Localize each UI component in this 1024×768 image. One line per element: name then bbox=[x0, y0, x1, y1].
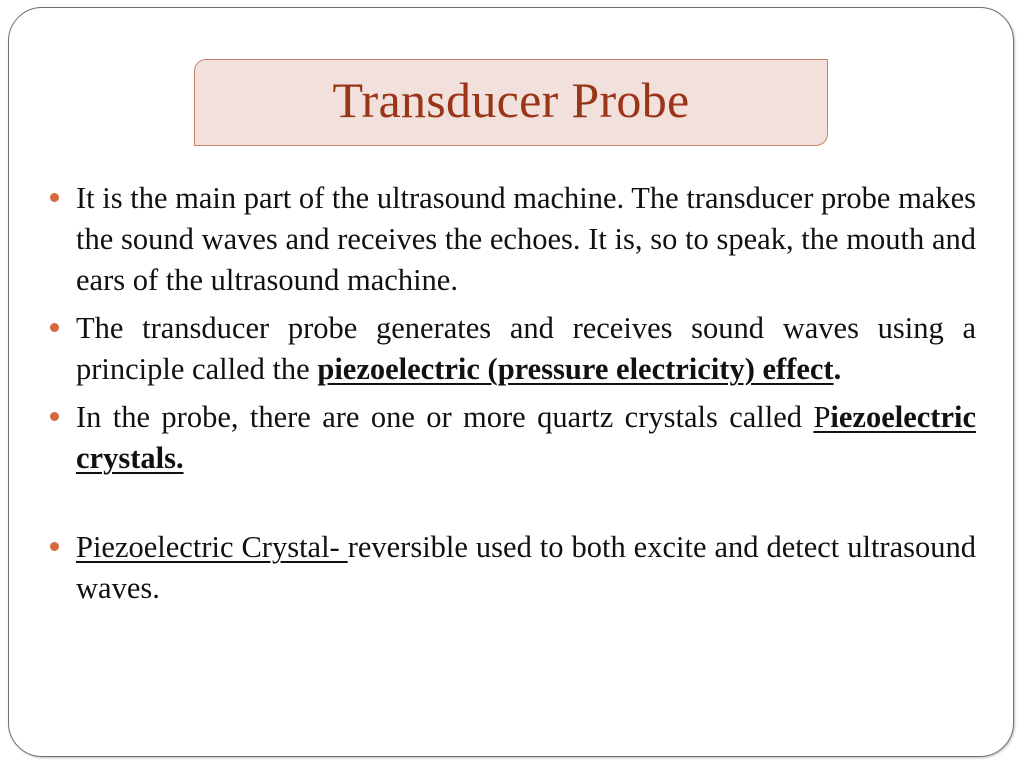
bullet-list bbox=[50, 178, 976, 616]
bullet-dot-icon bbox=[50, 323, 59, 332]
bullet-emphasis: piezoelectric (pressure electricity) effect bbox=[317, 352, 834, 386]
title-box bbox=[194, 59, 828, 146]
bullet-dot-icon bbox=[50, 412, 59, 421]
bullet-term: Piezoelectric Crystal- bbox=[76, 530, 348, 564]
bullet-dot-icon bbox=[50, 193, 59, 202]
bullet-text: reversible used to both excite and detect ultrasound waves. bbox=[76, 530, 976, 605]
bullet-item-piezoelectric-effect bbox=[50, 308, 976, 390]
bullet-item-main-part bbox=[50, 178, 976, 301]
bullet-dot-icon bbox=[50, 542, 59, 551]
bullet-item-quartz-crystals bbox=[50, 397, 976, 479]
bullet-emphasis: iezoelectric crystals. bbox=[76, 400, 976, 475]
bullet-text: The transducer probe generates and receives sound waves using a principle called the bbox=[76, 311, 976, 386]
bullet-text-end: . bbox=[833, 352, 842, 386]
bullet-text: In the probe, there are one or more quartz crystals called bbox=[76, 400, 814, 434]
slide-title: Transducer Probe bbox=[332, 71, 690, 128]
bullet-emphasis-lead: P bbox=[813, 400, 831, 434]
bullet-item-crystal-definition bbox=[50, 527, 976, 609]
bullet-text: It is the main part of the ultrasound machine. The transducer probe makes the sound waves and receives the echoes. It is, so to speak, the mouth and ears of the ultrasound machine. bbox=[76, 181, 976, 297]
